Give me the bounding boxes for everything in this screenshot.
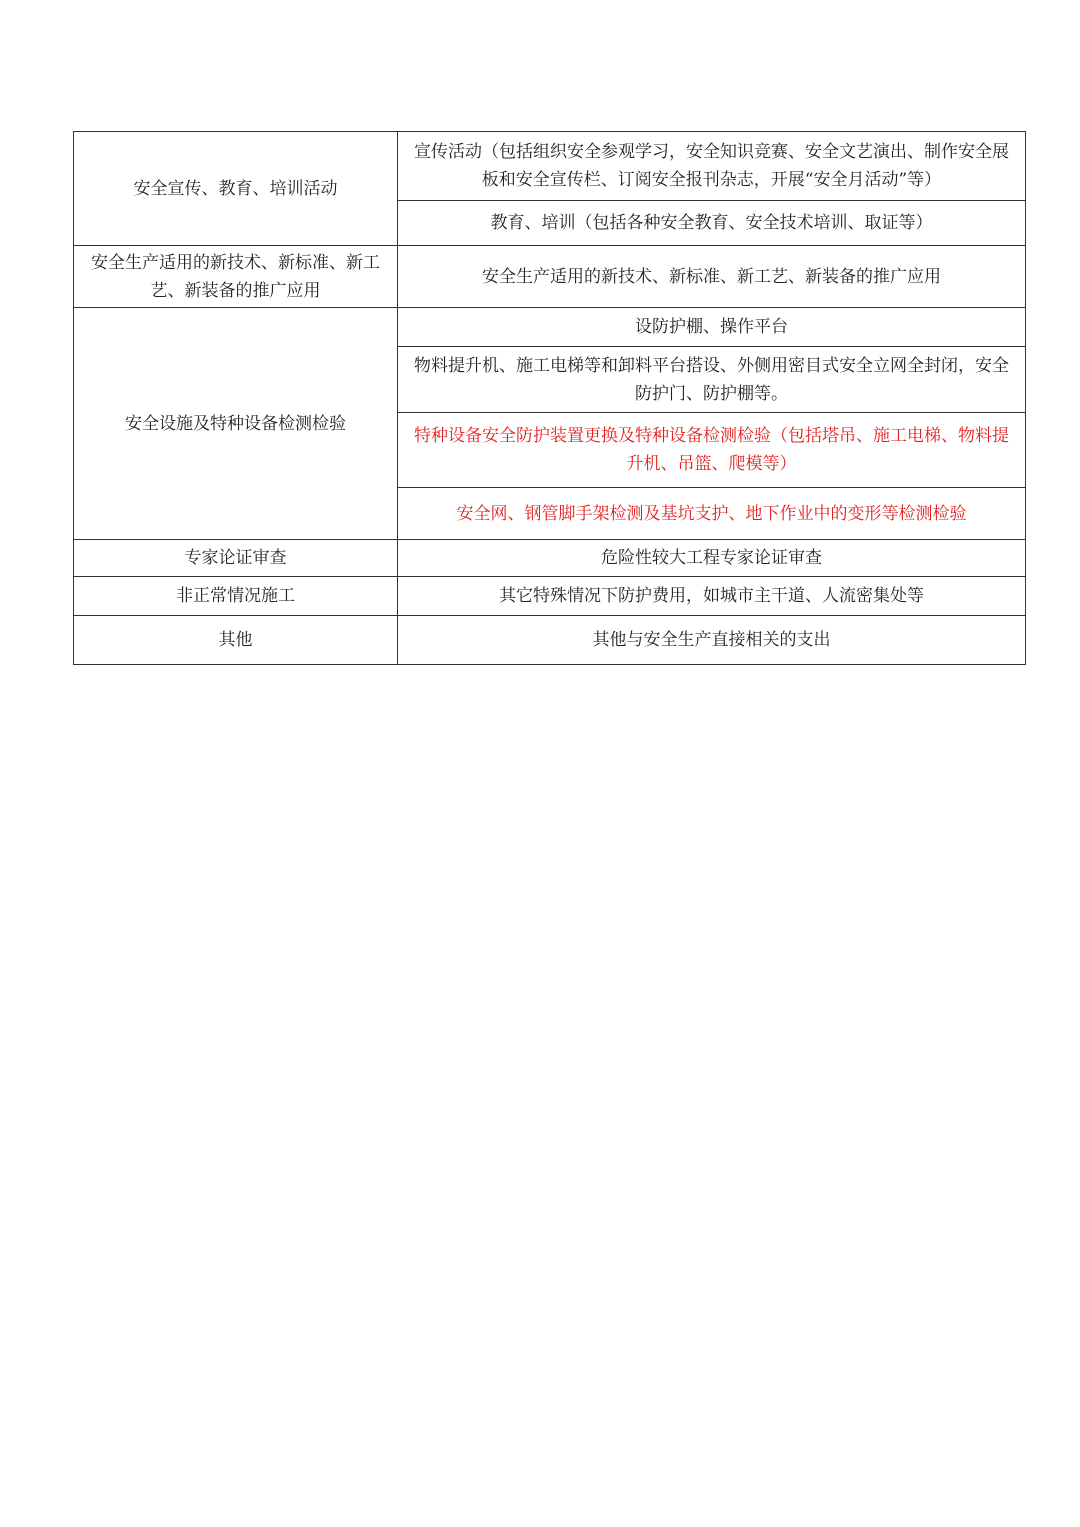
table-row [74, 308, 1026, 347]
safety-cost-table [73, 131, 1026, 665]
item-cell-expert-review: 危险性较大工程专家论证审查 [398, 540, 1026, 577]
category-cell-abnormal-construction: 非正常情况施工 [74, 577, 398, 616]
item-cell-new-technology: 安全生产适用的新技术、新标准、新工艺、新装备的推广应用 [398, 246, 1026, 308]
item-cell-publicity: 宣传活动（包括组织安全参观学习，安全知识竞赛、安全文艺演出、制作安全展板和安全宣传栏、订阅安全报刊杂志，开展“安全月活动”等） [398, 132, 1026, 201]
category-cell-expert-review: 专家论证审查 [74, 540, 398, 577]
item-cell-material-hoist: 物料提升机、施工电梯等和卸料平台搭设、外侧用密目式安全立网全封闭，安全防护门、防护棚等。 [398, 347, 1026, 413]
table-row [74, 132, 1026, 201]
table-row [74, 577, 1026, 616]
item-cell-protective-shed: 设防护棚、操作平台 [398, 308, 1026, 347]
item-cell-special-equipment: 特种设备安全防护装置更换及特种设备检测检验（包括塔吊、施工电梯、物料提升机、吊篮、爬模等） [398, 413, 1026, 488]
category-cell-safety-facilities: 安全设施及特种设备检测检验 [74, 308, 398, 540]
item-cell-other: 其他与安全生产直接相关的支出 [398, 616, 1026, 665]
table-row [74, 540, 1026, 577]
category-cell-new-technology: 安全生产适用的新技术、新标准、新工艺、新装备的推广应用 [74, 246, 398, 308]
item-cell-abnormal-construction: 其它特殊情况下防护费用，如城市主干道、人流密集处等 [398, 577, 1026, 616]
category-cell-other: 其他 [74, 616, 398, 665]
category-cell-publicity-education: 安全宣传、教育、培训活动 [74, 132, 398, 246]
item-cell-training: 教育、培训（包括各种安全教育、安全技术培训、取证等） [398, 201, 1026, 246]
table-row [74, 616, 1026, 665]
item-cell-safety-net-inspection: 安全网、钢管脚手架检测及基坑支护、地下作业中的变形等检测检验 [398, 488, 1026, 540]
table-row [74, 246, 1026, 308]
